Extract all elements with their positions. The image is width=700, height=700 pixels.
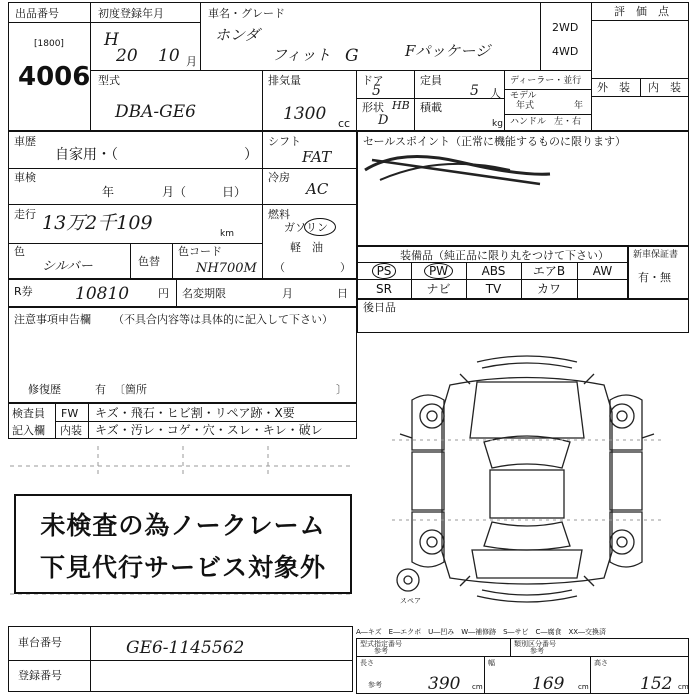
equipment-title: 装備品（純正品に限り丸をつけて下さい） [400,249,609,262]
shift: FAT [302,148,332,166]
dims-ref: 参考 [368,681,382,689]
ac-label: 冷房 [268,171,290,184]
ticket-value: 10810 [75,284,130,304]
model-label: モデル [510,91,537,101]
kg-unit: kg [492,119,503,129]
color-label: 色 [14,245,25,258]
month-unit: 月 [186,55,197,68]
sales-point-label: セールスポイント（正常に機能するものに限ります） [363,135,627,148]
repair-close: 〕 [336,383,347,396]
lot-number-label: 出品番号 [15,7,59,20]
equipment-item[interactable]: SR [376,282,392,296]
mileage-label: 走行 [14,208,36,221]
color-code: NH700M [196,261,257,276]
length-value: 390 [428,674,461,694]
model: フィット [272,46,331,64]
reg-no-label: 登録番号 [18,669,62,682]
width-label: 幅 [488,659,495,667]
length-label: 長さ [360,659,374,667]
fuel-circle [304,218,336,236]
aftermarket-label: 後日品 [363,301,396,314]
notice-line-2: 下見代行サービス対象外 [39,553,326,582]
aftermarket-section [357,299,689,333]
color-change-label: 色替 [138,255,160,268]
doors-label: ドア [362,74,384,87]
mileage: 13万2千109 [42,212,153,234]
lot-number: 4006 [18,62,91,92]
load-label: 積載 [420,101,442,114]
shape: HB [392,99,410,112]
inspector-interior-label: 内装 [60,424,82,437]
model-cert-label: 型式指定番号 [360,640,402,648]
dealer-label: ディーラー・並行 [510,76,582,86]
category-label: 類別区分番号 [514,640,556,648]
damage-legend: A―キズ E―エクボ U―凹み W―補修跡 S―サビ C―腐食 XX―交換済 [356,628,607,636]
drive-4wd[interactable]: 4WD [552,45,579,58]
equipment-item[interactable]: カワ [536,282,561,296]
repair-label: 修復歴 [28,383,61,396]
fuel-diesel: 軽 油 [290,241,323,254]
width-unit: cm [578,683,589,691]
fw-label: FW [61,407,79,420]
chassis-label: 車台番号 [18,636,62,649]
year-unit: 年 [574,101,584,111]
capacity: 5 [470,83,479,99]
cc-unit: cc [338,117,351,130]
shape-label: 形状 [362,101,384,114]
handle-label: ハンドル [510,117,547,127]
model-year-label: 年式 [516,101,535,111]
inspection-fields: 年 月（ 日） [102,185,247,199]
usage: 自家用・（ [55,147,118,163]
model-grade-label: 車名・グレード [208,7,285,20]
repair-value: 有 [95,383,106,396]
score-label: 評 価 点 [614,5,669,18]
interior-items: キズ・汚レ・コゲ・穴・スレ・キレ・破レ [95,423,323,437]
model-code: DBA-GE6 [115,102,196,122]
maker: ホンダ [215,26,260,44]
km-unit: km [220,229,234,239]
doors: 5 [372,83,381,99]
color-code-label: 色コード [178,245,222,258]
handle-options: 左・右 [554,117,582,127]
spare-label: スペア [400,597,421,605]
model-code-label: 型式 [98,74,120,87]
persons-unit: 人 [490,87,501,100]
car-damage-diagram [372,340,682,618]
notes-label: 注意事項申告欄 [14,313,91,326]
new-car-warranty[interactable]: 有・無 [638,271,671,284]
equipment-item[interactable]: ナビ [426,282,451,296]
fuel: ガソリン [284,221,328,234]
category-ref: 参考 [530,647,544,655]
inspector-label-1: 検査員 [12,407,45,420]
first-reg-label: 初度登録年月 [98,7,164,20]
fuel-other-open: （ [274,261,285,274]
fuel-other-close: ） [340,261,351,274]
capacity-label: 定員 [420,74,442,87]
usage-close: ） [244,147,258,163]
exterior-label: 外 装 [597,81,630,94]
repair-place: 〔箇所 [114,383,147,396]
inspector-label-2: 記入欄 [12,424,45,437]
package: Fパッケージ [405,42,491,60]
inspection-label: 車検 [14,171,36,184]
new-car-warranty-label: 新車保証書 [633,250,679,260]
name-change-fields: 月 日 [282,287,348,300]
width-value: 169 [532,674,565,694]
displacement: 1300 [283,104,327,124]
ticket-label: R券 [14,285,33,298]
lot-code: [1800] [34,39,64,49]
shift-label: シフト [268,135,301,148]
sales-point-scribble [360,140,560,195]
length-unit: cm [472,683,483,691]
equipment-item[interactable]: TV [485,282,502,296]
grade: G [345,46,359,66]
height-unit: cm [678,683,689,691]
fuel-label: 燃料 [268,208,290,221]
model-cert-ref: 参考 [374,647,388,655]
height-label: 高さ [594,659,608,667]
drive-2wd[interactable]: 2WD [552,21,579,34]
equipment-item[interactable]: PS [357,265,411,277]
notice-line-1: 未検査の為ノークレーム [40,511,326,540]
equipment-item[interactable]: ABS [481,264,506,278]
first-reg-year: 20 [116,46,138,66]
height-value: 152 [640,674,673,694]
usage-label: 車歴 [14,135,36,148]
yen-unit: 円 [158,287,169,300]
fw-items: キズ・飛石・ヒビ割・リペア跡・X要 [95,406,295,420]
chassis-value: GE6-1145562 [126,638,245,658]
shape-sub: D [378,113,389,128]
first-reg-era: H [104,30,119,50]
name-change-label: 名変期限 [182,287,226,300]
first-reg-month: 10 [158,46,180,66]
notice-box [14,494,352,594]
displacement-label: 排気量 [268,74,301,87]
color: シルバー [42,259,93,274]
equipment-item[interactable]: AW [592,264,613,278]
notes-instruction: （不具合内容等は具体的に記入して下さい） [113,313,333,326]
ac: AC [306,180,329,198]
equipment-item[interactable]: エアB [532,264,566,278]
equipment-item[interactable]: PW [411,265,466,277]
interior-label: 内 装 [648,81,681,94]
